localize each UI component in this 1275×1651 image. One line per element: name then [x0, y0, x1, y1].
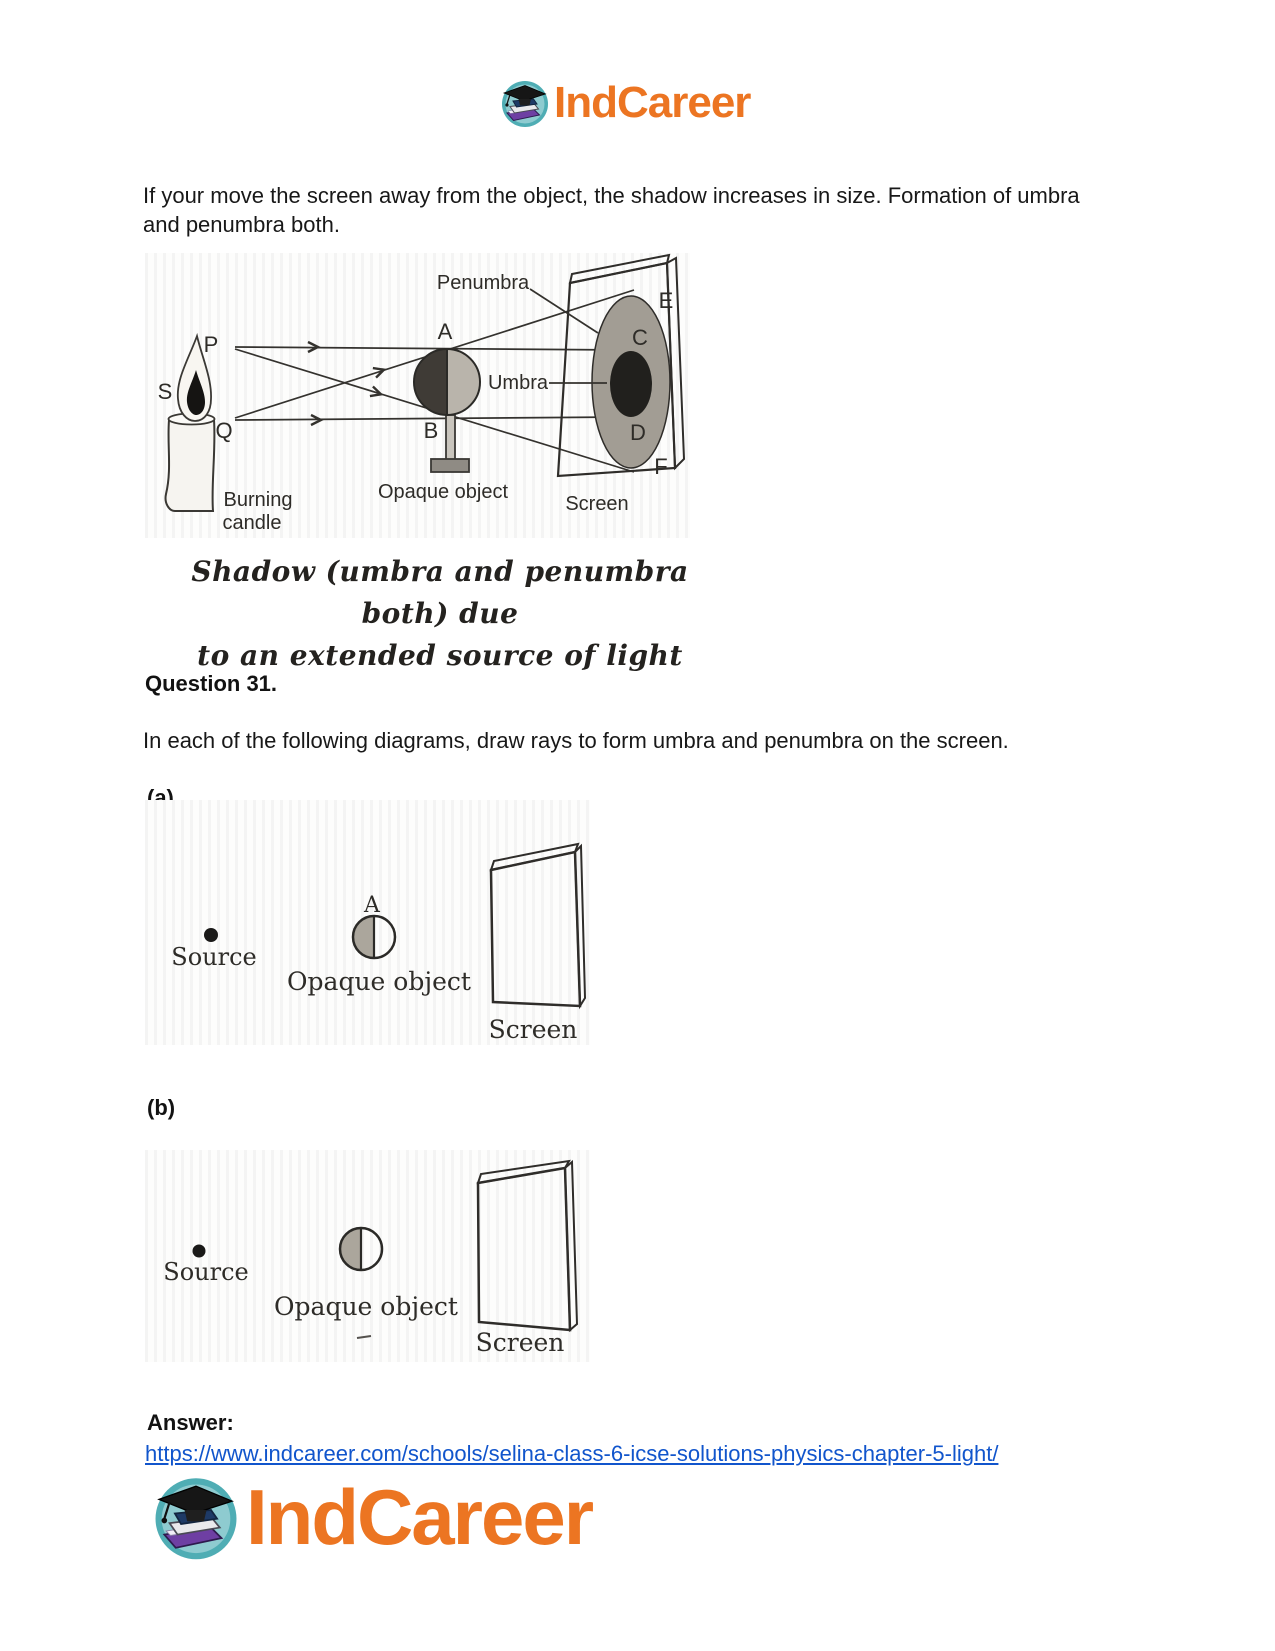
label-e: E: [658, 288, 674, 313]
indcareer-logo-icon: [500, 78, 550, 128]
opaque-object-circle: [353, 916, 395, 958]
indcareer-logo-icon: [152, 1473, 240, 1561]
source-label: Source: [171, 943, 257, 971]
part-b-label: (b): [147, 1095, 176, 1120]
figure-extended-source-shadow: [145, 253, 690, 538]
burning-candle-label-line1: Burning: [223, 489, 293, 511]
label-a: A: [364, 893, 380, 918]
label-s: S: [157, 379, 173, 404]
screen-label: Screen: [565, 493, 629, 515]
figure-caption-line2: to an extended source of light: [197, 639, 683, 672]
label-q: Q: [215, 418, 233, 443]
label-c: C: [632, 325, 648, 350]
umbra-region: [610, 351, 652, 417]
label-p: P: [203, 332, 219, 357]
intro-paragraph: If your move the screen away from the object, the shadow increases in size. Formation of umbra and penumbra both.: [143, 183, 1080, 237]
footer-logo: [152, 1473, 592, 1561]
opaque-object-label: Opaque object: [377, 481, 509, 503]
screen-slab: [478, 1161, 577, 1330]
screen-slab: [491, 844, 585, 1006]
question-heading: Question 31.: [145, 671, 278, 696]
footer-brand-text: IndCareer: [246, 1473, 593, 1561]
figure-caption: [160, 551, 720, 677]
question-text: In each of the following diagrams, draw rays to form umbra and penumbra on the screen.: [143, 728, 1009, 753]
source-label: Source: [163, 1258, 249, 1286]
figure-a: [145, 800, 590, 1045]
header-brand-text: IndCareer: [554, 78, 751, 127]
answer-link[interactable]: https://www.indcareer.com/schools/selina-class-6-icse-solutions-physics-chapter-5-light/: [145, 1441, 999, 1466]
opaque-object-circle: [340, 1228, 382, 1270]
header-logo: [500, 78, 750, 128]
light-source-dot: [193, 1245, 206, 1258]
answer-heading: Answer:: [147, 1410, 234, 1435]
opaque-object-sphere: [414, 349, 480, 472]
label-f: F: [654, 454, 668, 479]
screen-label: Screen: [488, 1015, 578, 1044]
figure-caption-line1: Shadow (umbra and penumbra both) due: [191, 555, 689, 630]
burning-candle: [166, 336, 215, 511]
light-source-dot: [204, 928, 218, 942]
penumbra-label: Penumbra: [436, 272, 530, 294]
label-d: D: [630, 420, 646, 445]
label-a: A: [437, 319, 453, 344]
figure-b: [145, 1150, 590, 1362]
burning-candle-label-line2: candle: [222, 512, 282, 534]
umbra-label: Umbra: [487, 372, 549, 394]
opaque-object-label: Opaque object: [274, 1292, 458, 1321]
label-b: B: [423, 418, 439, 443]
screen-label: Screen: [475, 1328, 565, 1357]
opaque-object-label: Opaque object: [287, 967, 471, 996]
part-a-label: (a): [147, 785, 174, 810]
